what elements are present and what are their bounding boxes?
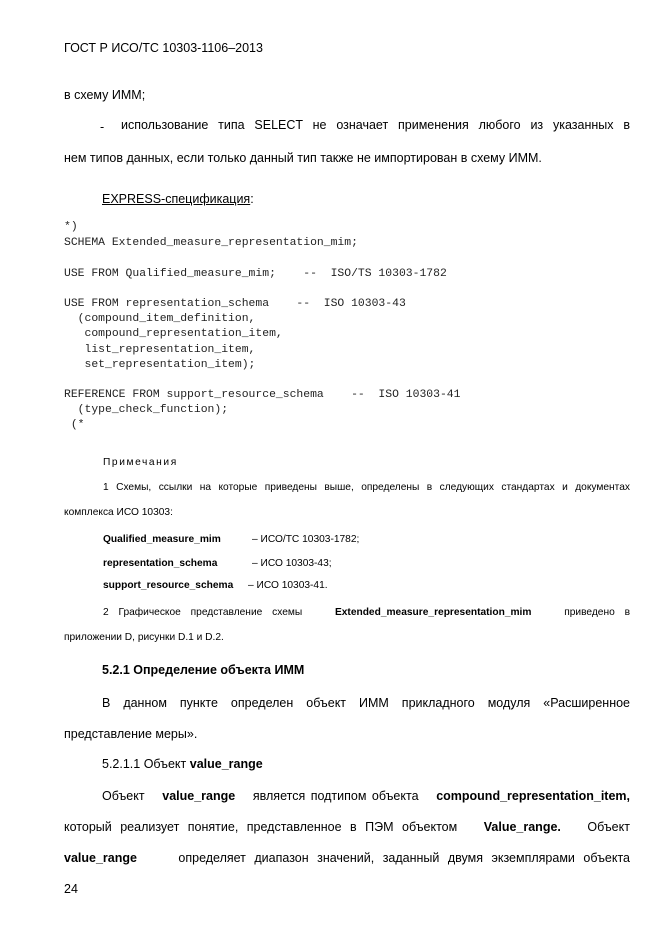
- section-para-line1: В данном пункте определен объект ИММ прикладного модуля «Расширенное: [102, 696, 630, 710]
- note2-line1: [103, 607, 630, 618]
- bullet-dash: -: [100, 120, 105, 134]
- note2-text: 2 Графическое представление схемы: [103, 607, 303, 618]
- code-line: (type_check_function);: [64, 404, 229, 416]
- express-heading: EXPRESS-спецификация:: [102, 192, 254, 206]
- note2-schema-name: Extended_measure_representation_mim: [334, 607, 532, 618]
- code-line: (compound_item_definition,: [64, 313, 256, 325]
- subsection-heading: 5.2.1.1 Объект value_range: [102, 757, 263, 771]
- bullet-text-line2: нем типов данных, если только данный тип также не импортирован в схему ИММ.: [64, 151, 542, 165]
- document-header: ГОСТ Р ИСО/ТС 10303-1106–2013: [64, 41, 263, 55]
- note2-text-end: приведено в: [564, 607, 630, 618]
- ref-schema-name: representation_schema: [103, 558, 218, 569]
- code-line: REFERENCE FROM support_resource_schema -- ISO 10303-41: [64, 389, 461, 401]
- section-para-line2: представление меры».: [64, 727, 198, 741]
- notes-title: Примечания: [103, 457, 178, 468]
- ref-schema-doc: – ИСО 10303-43;: [252, 558, 332, 569]
- code-line: USE FROM Qualified_measure_mim; -- ISO/TS 10303-1782: [64, 268, 447, 280]
- code-line: compound_representation_item,: [64, 328, 283, 340]
- intro-line: в схему ИММ;: [64, 88, 146, 102]
- ref-schema-name: support_resource_schema: [103, 580, 234, 591]
- ref-schema-name: Qualified_measure_mim: [103, 534, 221, 545]
- ref-schema-doc: – ИСО/ТС 10303-1782;: [252, 534, 360, 545]
- bullet-text-line1: использование типа SELECT не означает применения любого из указанных в: [121, 118, 630, 132]
- note1-line1: 1 Схемы, ссылки на которые приведены выше, определены в следующих стандартах и документах: [103, 482, 630, 493]
- code-line: list_representation_item,: [64, 344, 256, 356]
- note1-line2: комплекса ИСО 10303:: [64, 507, 173, 518]
- body-line3: value_range определяет диапазон значений, заданный двумя экземплярами объекта: [64, 851, 630, 865]
- body-line2: который реализует понятие, представленное в ПЭМ объектом Value_range. Объект: [64, 820, 630, 834]
- code-line: (*: [64, 419, 85, 431]
- section-heading: 5.2.1 Определение объекта ИММ: [102, 663, 305, 677]
- page-number: 24: [64, 882, 78, 896]
- code-line: set_representation_item);: [64, 359, 256, 371]
- note2-line2: приложении D, рисунки D.1 и D.2.: [64, 632, 224, 643]
- code-line: SCHEMA Extended_measure_representation_mim;: [64, 237, 358, 249]
- body-line1: Объект value_range является подтипом объекта compound_representation_item,: [102, 789, 630, 803]
- code-line: USE FROM representation_schema -- ISO 10303-43: [64, 298, 406, 310]
- code-line: *): [64, 221, 78, 233]
- ref-schema-doc: – ИСО 10303-41.: [248, 580, 328, 591]
